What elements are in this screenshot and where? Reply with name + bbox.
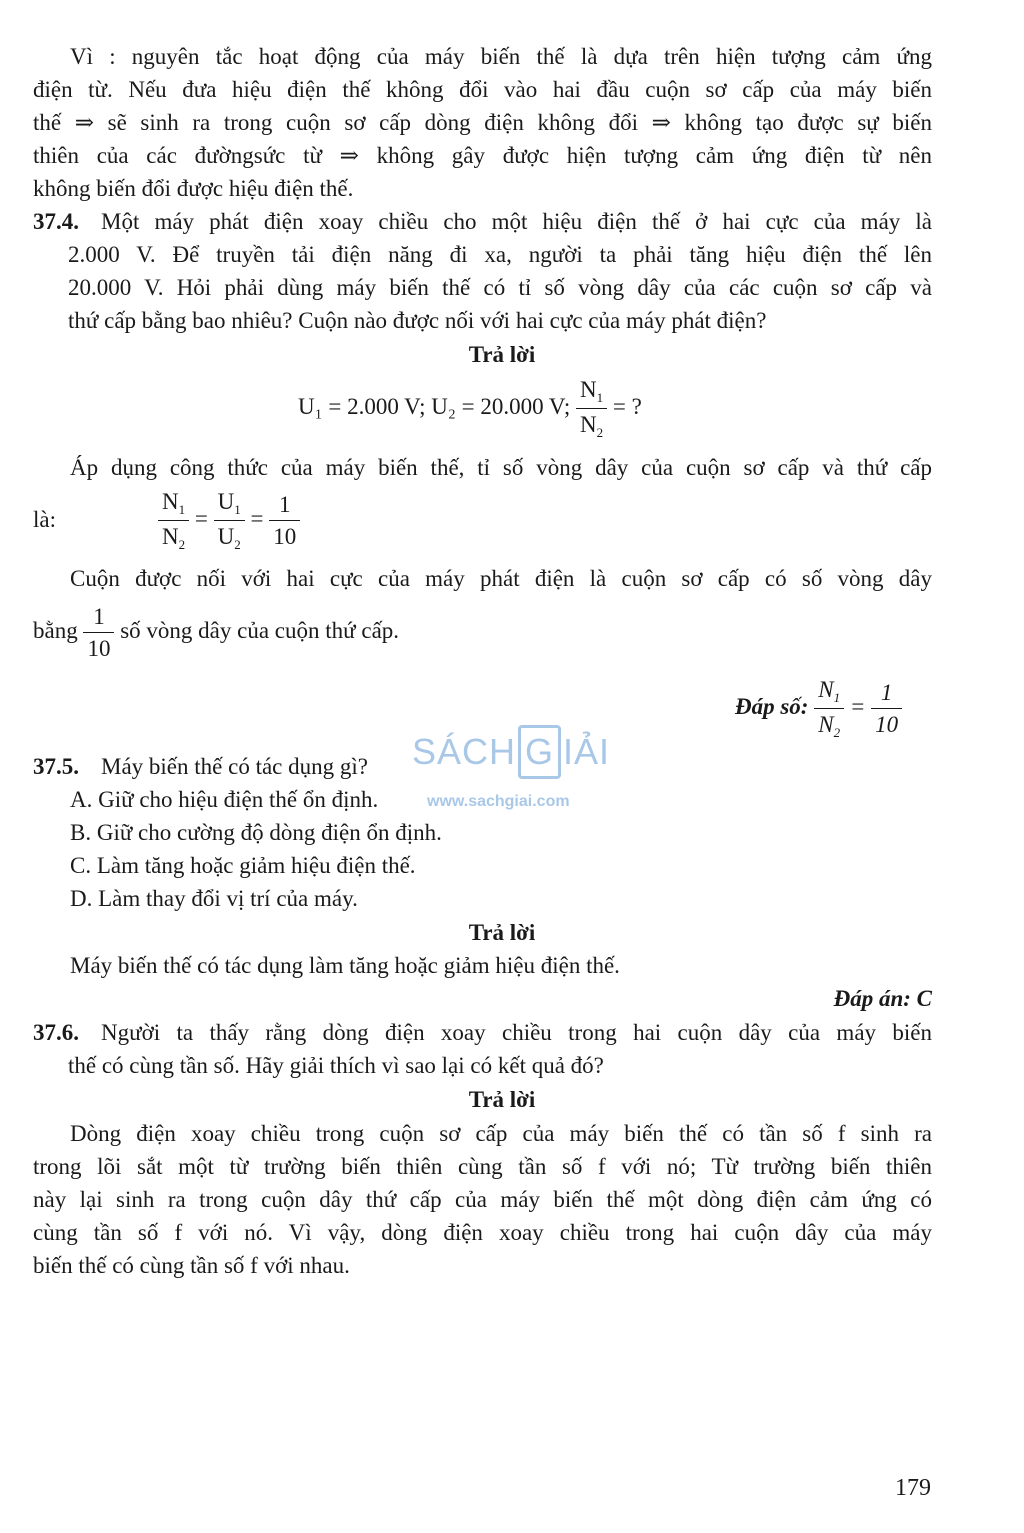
q374-line-2: 2.000 V. Để truyền tải điện năng đi xa, người ta phải tăng hiệu điện thế lên <box>68 242 932 267</box>
q376-answer-line-5: biến thế có cùng tần số f với nhau. <box>33 1253 350 1278</box>
one-tenth-fraction: $\frac{1}{10}$ <box>83 605 114 660</box>
given-fraction: $\frac{N_1}{N_2}$ <box>576 378 607 439</box>
question-number-37-6: 37.6. <box>33 1020 79 1045</box>
option-b: B. Giữ cho cường độ dòng điện ổn định. <box>70 820 442 845</box>
q375-answer-text: Máy biến thế có tác dụng làm tăng hoặc giảm hiệu điện thế. <box>70 953 620 978</box>
q376-line-2: thế có cùng tần số. Hãy giải thích vì sao lại có kết quả đó? <box>68 1053 604 1078</box>
answer-heading-37-4: Trả lời <box>468 342 536 367</box>
q374-line-4: thứ cấp bằng bao nhiêu? Cuộn nào được nối với hai cực của máy phát điện? <box>68 308 767 333</box>
watermark-url: www.sachgiai.com <box>427 793 570 810</box>
intro-line-4: thiên của các đườngsức từ ⇒ không gây được hiện tượng cảm ứng điện từ nên <box>33 143 932 168</box>
intro-line-1: Vì : nguyên tắc hoạt động của máy biến thế là dựa trên hiện tượng cảm ứng <box>70 44 932 69</box>
question-number-37-5: 37.5. <box>33 754 79 779</box>
question-number-37-4: 37.4. <box>33 209 79 234</box>
ratio-n1-n2: $\frac{N_1}{N_2}$ <box>158 490 189 551</box>
q376-answer-line-2: trong lõi sắt một từ trường biến thiên cùng tần số f với nó; Từ trường biến thiên <box>33 1154 932 1179</box>
q375-question: Máy biến thế có tác dụng gì? <box>101 754 368 779</box>
final-answer-37-5: Đáp án: C <box>833 986 932 1011</box>
answer-heading-37-6: Trả lời <box>468 1087 536 1112</box>
given-text: U₁ = 2.000 V; U₂ = 20.000 V; <box>298 394 571 419</box>
page-number: 179 <box>895 1475 931 1501</box>
ratio-u1-u2: $\frac{U_1}{U_2}$ <box>214 490 245 551</box>
q376-line-1: Người ta thấy rằng dòng điện xoay chiều trong hai cuộn dây của máy biến <box>101 1020 932 1045</box>
q376-answer-line-3: này lại sinh ra trong cuộn dây thứ cấp của máy biến thế một dòng điện cảm ứng có <box>33 1187 932 1212</box>
option-c: C. Làm tăng hoặc giảm hiệu điện thế. <box>70 853 416 878</box>
given-question: = ? <box>612 394 642 419</box>
ratio-value: $\frac{1}{10}$ <box>269 493 300 548</box>
option-a: A. Giữ cho hiệu điện thế ổn định. <box>70 787 379 812</box>
apply-formula-line: Áp dụng công thức của máy biến thế, tỉ số vòng dây của cuộn sơ cấp và thứ cấp <box>70 455 932 480</box>
final-answer-37-4: Đáp số: $\frac{N_1}{N_2}$ = $\frac{1}{10}$ <box>735 670 902 744</box>
la-label: là: <box>33 507 56 532</box>
ratio-formula: $\frac{N_1}{N_2}$ = $\frac{U_1}{U_2}$ = $\frac{1}{10}$ <box>158 482 300 556</box>
conclusion-line: Cuộn được nối với hai cực của máy phát điện là cuộn sơ cấp có số vòng dây <box>70 566 932 591</box>
option-d: D. Làm thay đổi vị trí của máy. <box>70 886 358 911</box>
q374-line-1: Một máy phát điện xoay chiều cho một hiệu điện thế ở hai cực của máy là <box>101 209 932 234</box>
intro-line-3: thế ⇒ sẽ sinh ra trong cuộn sơ cấp dòng điện không đổi ⇒ không tạo được sự biến <box>33 110 932 135</box>
dapso-label: Đáp số: <box>735 694 809 719</box>
conclusion-fraction-line: bằng $\frac{1}{10}$ số vòng dây của cuộn thứ cấp. <box>33 604 400 662</box>
given-values <box>298 370 642 444</box>
intro-line-2: điện từ. Nếu đưa hiệu điện thế không đổi vào hai đầu cuộn sơ cấp của máy biến <box>33 77 932 102</box>
q376-answer-line-4: cùng tần số f với nó. Vì vậy, dòng điện xoay chiều trong hai cuộn dây của máy <box>33 1220 932 1245</box>
q374-line-3: 20.000 V. Hỏi phải dùng máy biến thế có tỉ số vòng dây của các cuộn sơ cấp và <box>68 275 932 300</box>
watermark-logo: SÁCH G IẢI <box>412 722 622 782</box>
intro-line-5: không biến đổi được hiệu điện thế. <box>33 176 354 201</box>
answer-heading-37-5: Trả lời <box>468 920 536 945</box>
q376-answer-line-1: Dòng điện xoay chiều trong cuộn sơ cấp của máy biến thế có tần số f sinh ra <box>70 1121 932 1146</box>
